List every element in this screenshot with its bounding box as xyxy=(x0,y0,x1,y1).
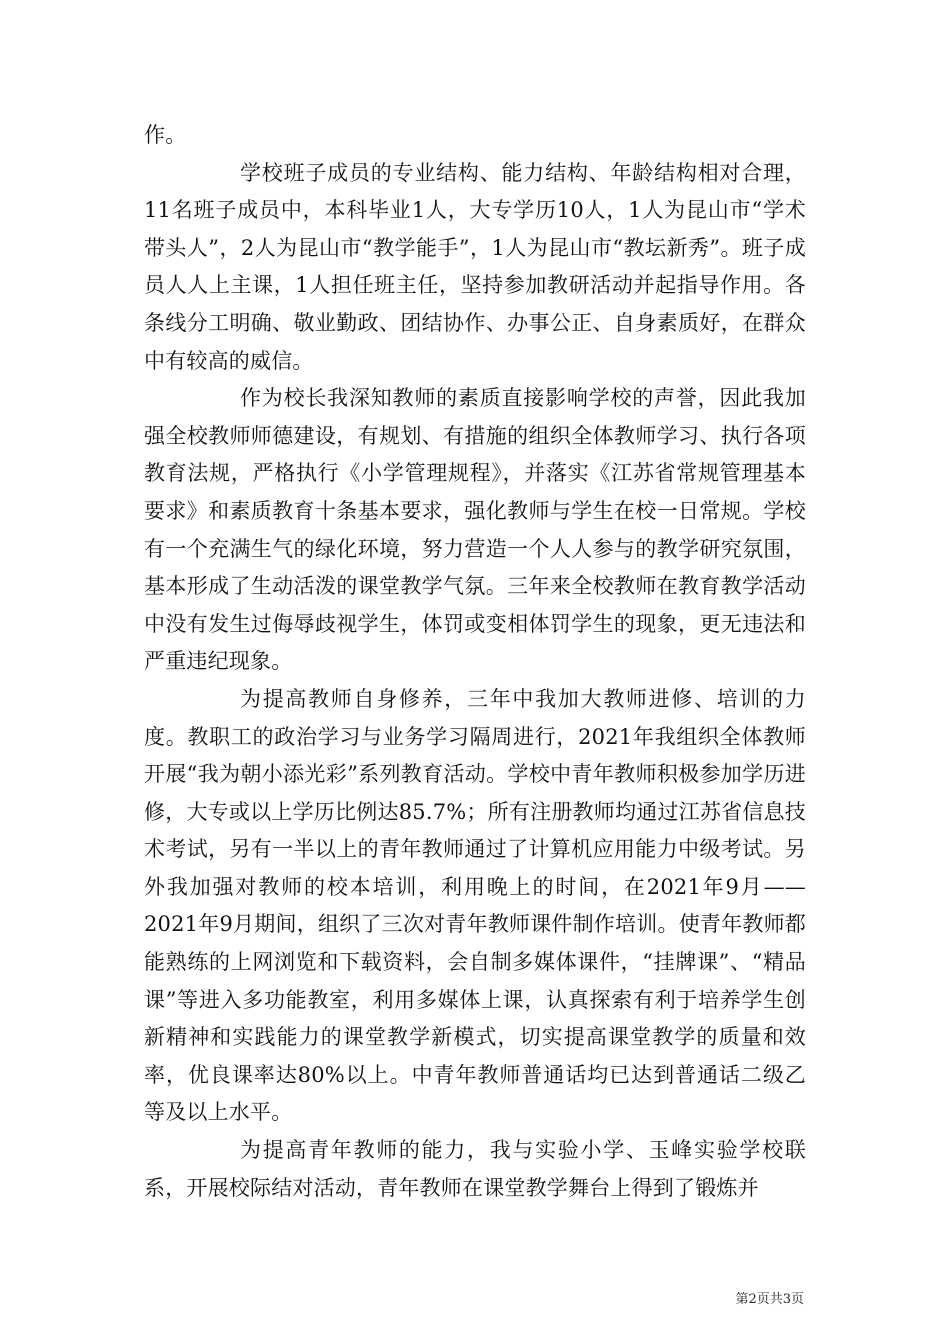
paragraph-teacher-ethics: 作为校长我深知教师的素质直接影响学校的声誉，因此我加强全校教师师德建设，有规划、有措施的组织全体教师学习、执行各项教育法规，严格执行《小学管理规程》，并落实《江苏省常规管理基本要求》和素质教育十条基本要求，强化教师与学生在校一日常规。学校有一个充满生气的绿化环境，努力营造一个人人参与的教学研究氛围，基本形成了生动活泼的课堂教学气氛。三年来全校教师在教育教学活动中没有发生过侮辱歧视学生，体罚或变相体罚学生的现象，更无违法和严重违纪现象。 xyxy=(144,386,806,674)
paragraph-leadership-structure: 学校班子成员的专业结构、能力结构、年龄结构相对合理，11名班子成员中，本科毕业1人，大专学历10人，1人为昆山市“学术带头人”，2人为昆山市“教学能手”，1人为昆山市“教坛新秀”。班子成员人人上主课，1人担任班主任，坚持参加教研活动并起指导作用。各条线分工明确、敬业勤政、团结协作、办事公正、自身素质好，在群众中有较高的威信。 xyxy=(144,160,806,373)
paragraph-young-teachers: 为提高青年教师的能力，我与实验小学、玉峰实验学校联系，开展校际结对活动，青年教师在课堂教学舞台上得到了锻炼并 xyxy=(144,1138,806,1200)
page-number: 第2页共3页 xyxy=(735,1292,804,1307)
document-body xyxy=(144,117,806,1207)
paragraph-teacher-training: 为提高教师自身修养，三年中我加大教师进修、培训的力度。教职工的政治学习与业务学习隔周进行，2021年我组织全体教师开展“我为朝小添光彩”系列教育活动。学校中青年教师积极参加学历进修，大专或以上学历比例达85.7%；所有注册教师均通过江苏省信息技术考试，另有一半以上的青年教师通过了计算机应用能力中级考试。另外我加强对教师的校本培训，利用晚上的时间，在2021年9月——2021年9月期间，组织了三次对青年教师课件制作培训。使青年教师都能熟练的上网浏览和下载资料，会自制多媒体课件，“挂牌课”、“精品课”等进入多功能教室，利用多媒体上课，认真探索有利于培养学生创新精神和实践能力的课堂教学新模式，切实提高课堂教学的质量和效率，优良课率达80%以上。中青年教师普通话均已达到普通话二级乙等及以上水平。 xyxy=(144,686,806,1125)
paragraph-continuation: 作。 xyxy=(144,123,187,147)
